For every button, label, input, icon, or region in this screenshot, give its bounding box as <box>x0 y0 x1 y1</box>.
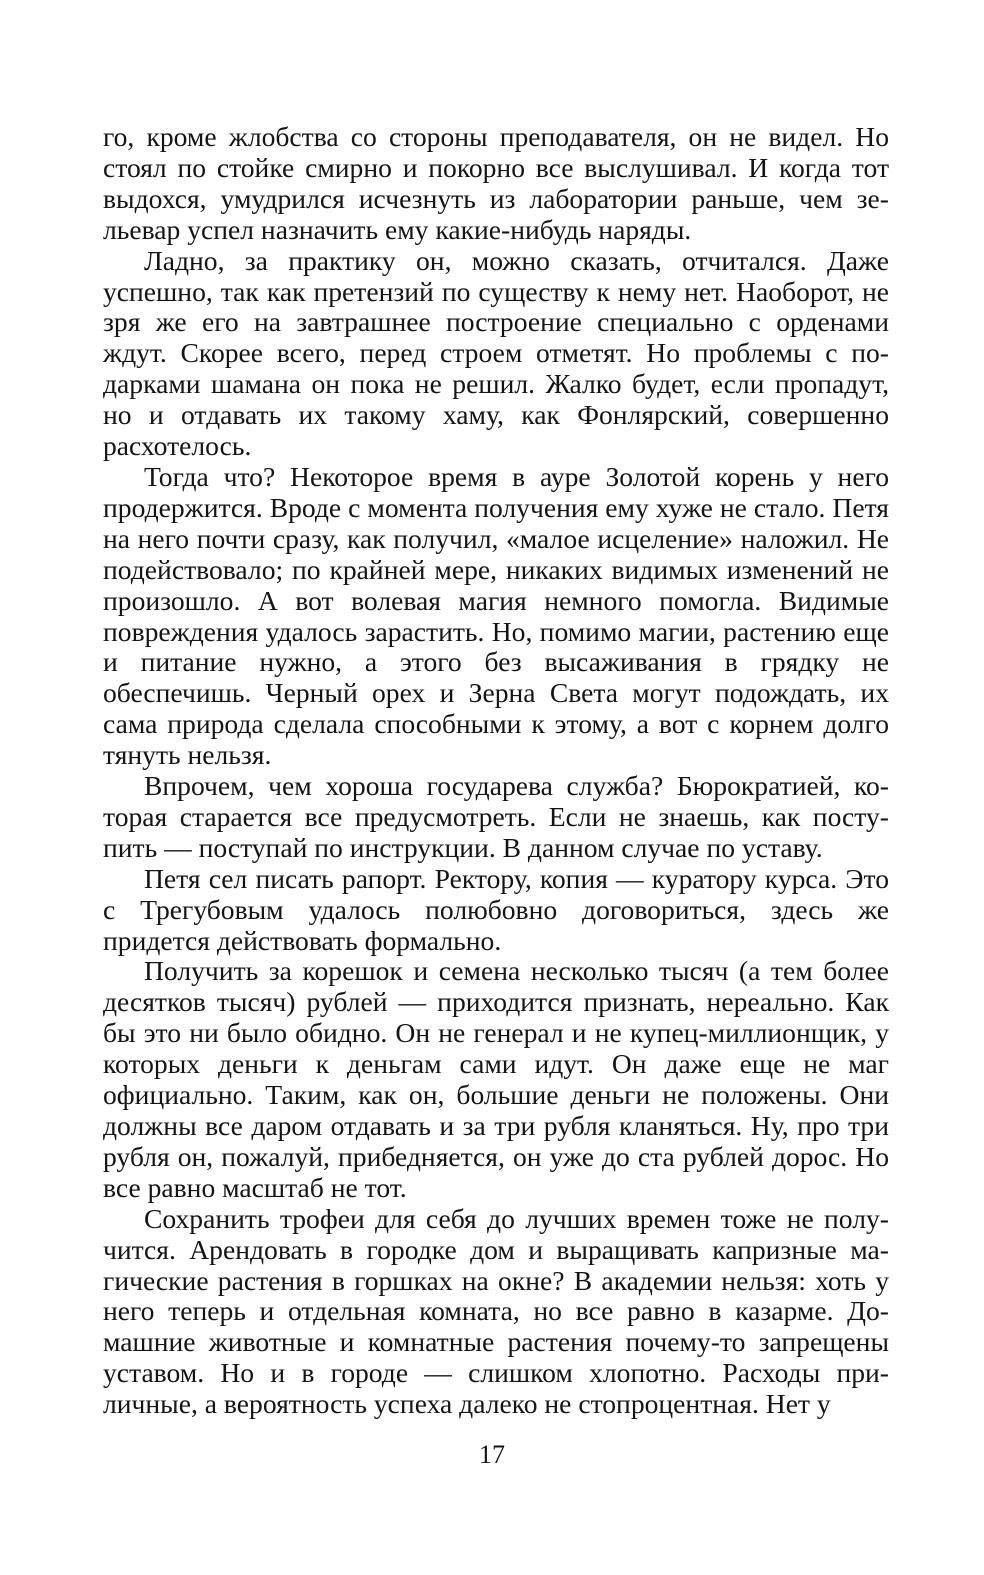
paragraph-6: Получить за корешок и семена несколько тысяч (а тем более десятков тысяч) рублей — приходится признать, нереально. Как бы это ни было обидно. Он не генерал и не купец-миллионщик, у которых деньги к деньгам сами идут. Он даже еще не маг официально. Таким, как он, большие деньги не положены. Они должны все даром отдавать и за три рубля кланяться. Ну, про три рубля он, пожалуй, прибедняется, он уже до ста рублей дорос. Но все равно масштаб не тот. <box>103 955 889 1203</box>
paragraph-7: Сохранить трофеи для себя до лучших времен тоже не получится. Арендовать в городке дом и выращивать капризные магические растения в горшках на окне? В академии нельзя: хоть у него теперь и отдельная комната, но все равно в казарме. Домашние животные и комнатные растения почему-то запрещены уставом. Но и в городе — слишком хлопотно. Расходы приличные, а вероятность успеха далеко не стопроцентная. Нет у <box>103 1202 889 1420</box>
main-text <box>103 122 889 1420</box>
paragraph-3: Тогда что? Некоторое время в ауре Золотой корень у него продержится. Вроде с момента получения ему хуже не стало. Петя на него почти сразу, как получил, «малое исцеление» наложил. Не подействовало; по крайней мере, никаких видимых изменений не произошло. А вот волевая магия немного помогла. Видимые повреждения удалось зарастить. Но, помимо магии, растению еще и питание нужно, а этого без высаживания в грядку не обеспечишь. Черный орех и Зерна Света могут подождать, их сама природа сделала способными к этому, а вот с корнем долго тянуть нельзя. <box>103 460 889 771</box>
page-number: 17 <box>479 1440 505 1469</box>
paragraph-1: го, кроме жлобства со стороны преподавателя, он не видел. Но стоял по стойке смирно и покорно все выслушивал. И когда тот выдохся, умудрился исчезнуть из лаборатории раньше, чем зельевар успел назначить ему какие-нибудь наряды. <box>103 121 889 245</box>
paragraph-4: Впрочем, чем хороша государева служба? Бюрократией, которая старается все предусмотреть. Если не знаешь, как поступить — поступай по инструкции. В данном случае по уставу. <box>103 770 889 863</box>
page-body <box>103 122 889 1420</box>
paragraph-2: Ладно, за практику он, можно сказать, отчитался. Даже успешно, так как претензий по существу к нему нет. Наоборот, не зря же его на завтрашнее построение специально с орденами ждут. Скорее всего, перед строем отметят. Но проблемы с подарками шамана он пока не решил. Жалко будет, если пропадут, но и отдавать их такому хаму, как Фонлярский, совершенно расхотелось. <box>103 244 889 462</box>
paragraph-5: Петя сел писать рапорт. Ректору, копия — куратору курса. Это с Трегубовым удалось полюбовно договориться, здесь же придется действовать формально. <box>103 862 889 956</box>
